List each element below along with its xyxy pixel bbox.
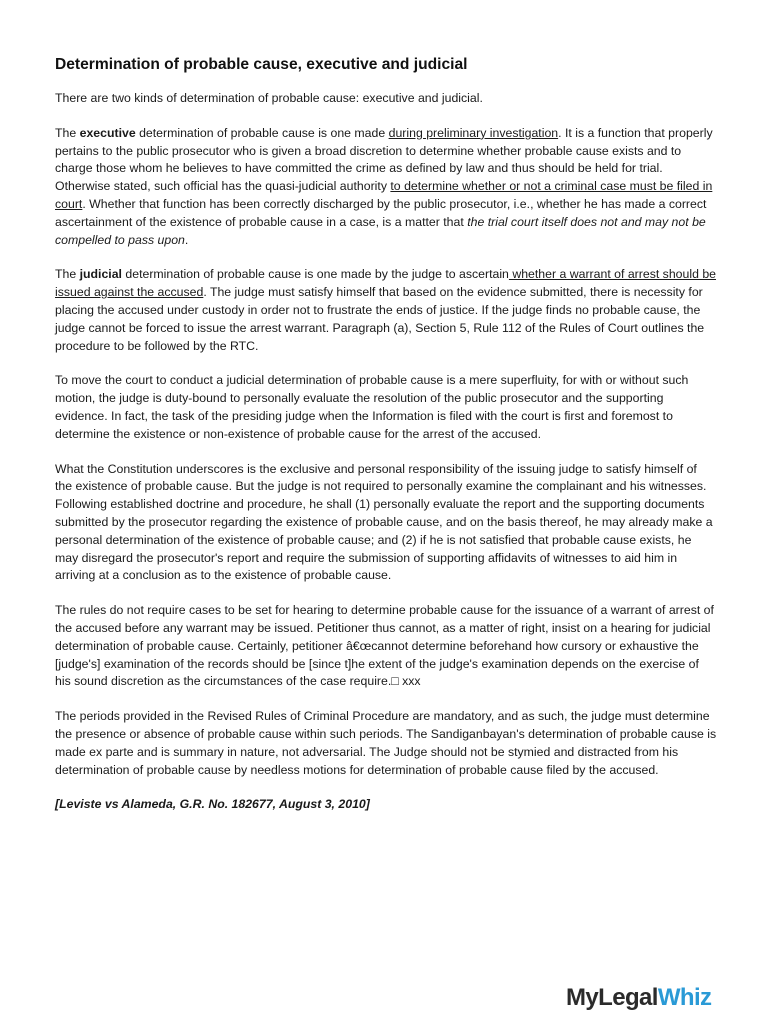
logo-legal: Legal <box>598 984 658 1011</box>
rules-paragraph: The rules do not require cases to be set for hearing to determine probable cause for the issuance of a warrant of arrest of the accused before any warrant may be issued. Petitioner thus cannot, as a matter of right, insist on a hearing for judicial determination of probable cause. Certainly, petitioner â€œcannot determine beforehand how cursory or exhaustive the [judge's] examination of the records should be [since t]he extent of the judge's examination depends on the exercise of his sound discretion as the circumstances of the case require.□ xxx <box>55 603 714 689</box>
logo-my: My <box>566 984 599 1011</box>
logo-whiz: Whiz <box>657 984 712 1011</box>
text-run: The <box>55 267 80 282</box>
page-title: Determination of probable cause, executive and judicial <box>55 56 468 73</box>
text-run: determination of probable cause is one made <box>135 125 389 140</box>
periods-paragraph: The periods provided in the Revised Rules of Criminal Procedure are mandatory, and as such, the judge must determine the presence or absence of probable cause within such periods. The Sandiganbayan's determination of probable cause is made ex parte and is summary in nature, not adversarial. The Judge should not be stymied and distracted from his determination of probable cause by needless motions for determination of probable cause filed by the accused. <box>55 709 717 777</box>
executive-term: executive <box>79 125 136 140</box>
judicial-term: judicial <box>79 267 122 282</box>
text-run: . <box>184 232 189 247</box>
intro-paragraph: There are two kinds of determination of probable cause: executive and judicial. <box>55 91 483 105</box>
motion-paragraph: To move the court to conduct a judicial determination of probable cause is a mere superfluity, for with or without such motion, the judge is duty-bound to personally evaluate the resolution of the public prosecutor and the supporting evidence. In fact, the task of the presiding judge when the Information is filed with the court is first and foremost to determine the existence or non-existence of probable cause for the arrest of the accused. <box>55 373 689 441</box>
mylegalwhiz-logo[interactable] <box>566 976 726 1020</box>
underlined-phrase: to determine whether or not a criminal case must be filed in court <box>55 179 713 211</box>
underlined-phrase: during preliminary investigation <box>388 125 559 140</box>
italic-phrase: the trial court itself does not and may not be compelled to pass upon <box>55 214 706 247</box>
text-run: determination of probable cause is one made by the judge to ascertain <box>121 267 509 282</box>
constitution-paragraph: What the Constitution underscores is the exclusive and personal responsibility of the issuing judge to satisfy himself of the existence of probable cause. But the judge is not required to personally examine the complainant and his witnesses. Following established doctrine and procedure, he shall (1) personally evaluate the report and the supporting documents submitted by the prosecutor regarding the existence of probable cause, and on the basis thereof, he may already make a personal determination of the existence of probable cause; and (2) if he is not satisfied that probable cause exists, he may disregard the prosecutor's report and require the submission of supporting affidavits of witnesses to aid him in arriving at a conclusion as to the existence of probable cause. <box>55 461 713 583</box>
document-body <box>55 55 717 831</box>
text-run: The <box>55 125 80 140</box>
judicial-paragraph <box>55 266 717 355</box>
text-run: . Whether that function has been correctly discharged by the public prosecutor, i.e., whether he has made a correct ascertainment of the existence of probable cause in a case, is a matter that <box>55 196 707 229</box>
executive-paragraph <box>55 125 717 250</box>
case-citation: [Leviste vs Alameda, G.R. No. 182677, August 3, 2010] <box>55 797 370 812</box>
underlined-phrase: whether a warrant of arrest should be issued against the accused <box>55 267 717 300</box>
text-run: . The judge must satisfy himself that based on the evidence submitted, there is necessity for placing the accused under custody in order not to frustrate the ends of justice. If the judge finds no probable cause, the judge cannot be forced to issue the arrest warrant. Paragraph (a), Section 5, Rule 112 of the Rules of Court outlines the procedure to be followed by the RTC. <box>55 285 705 353</box>
text-run: . It is a function that properly pertains to the public prosecutor who is given a broad discretion to determine whether probable cause exists and to charge those whom he believes to have committed the crime as defined by law and thus should be held for trial. Otherwise stated, such official has the quasi-judicial authority <box>55 125 713 194</box>
